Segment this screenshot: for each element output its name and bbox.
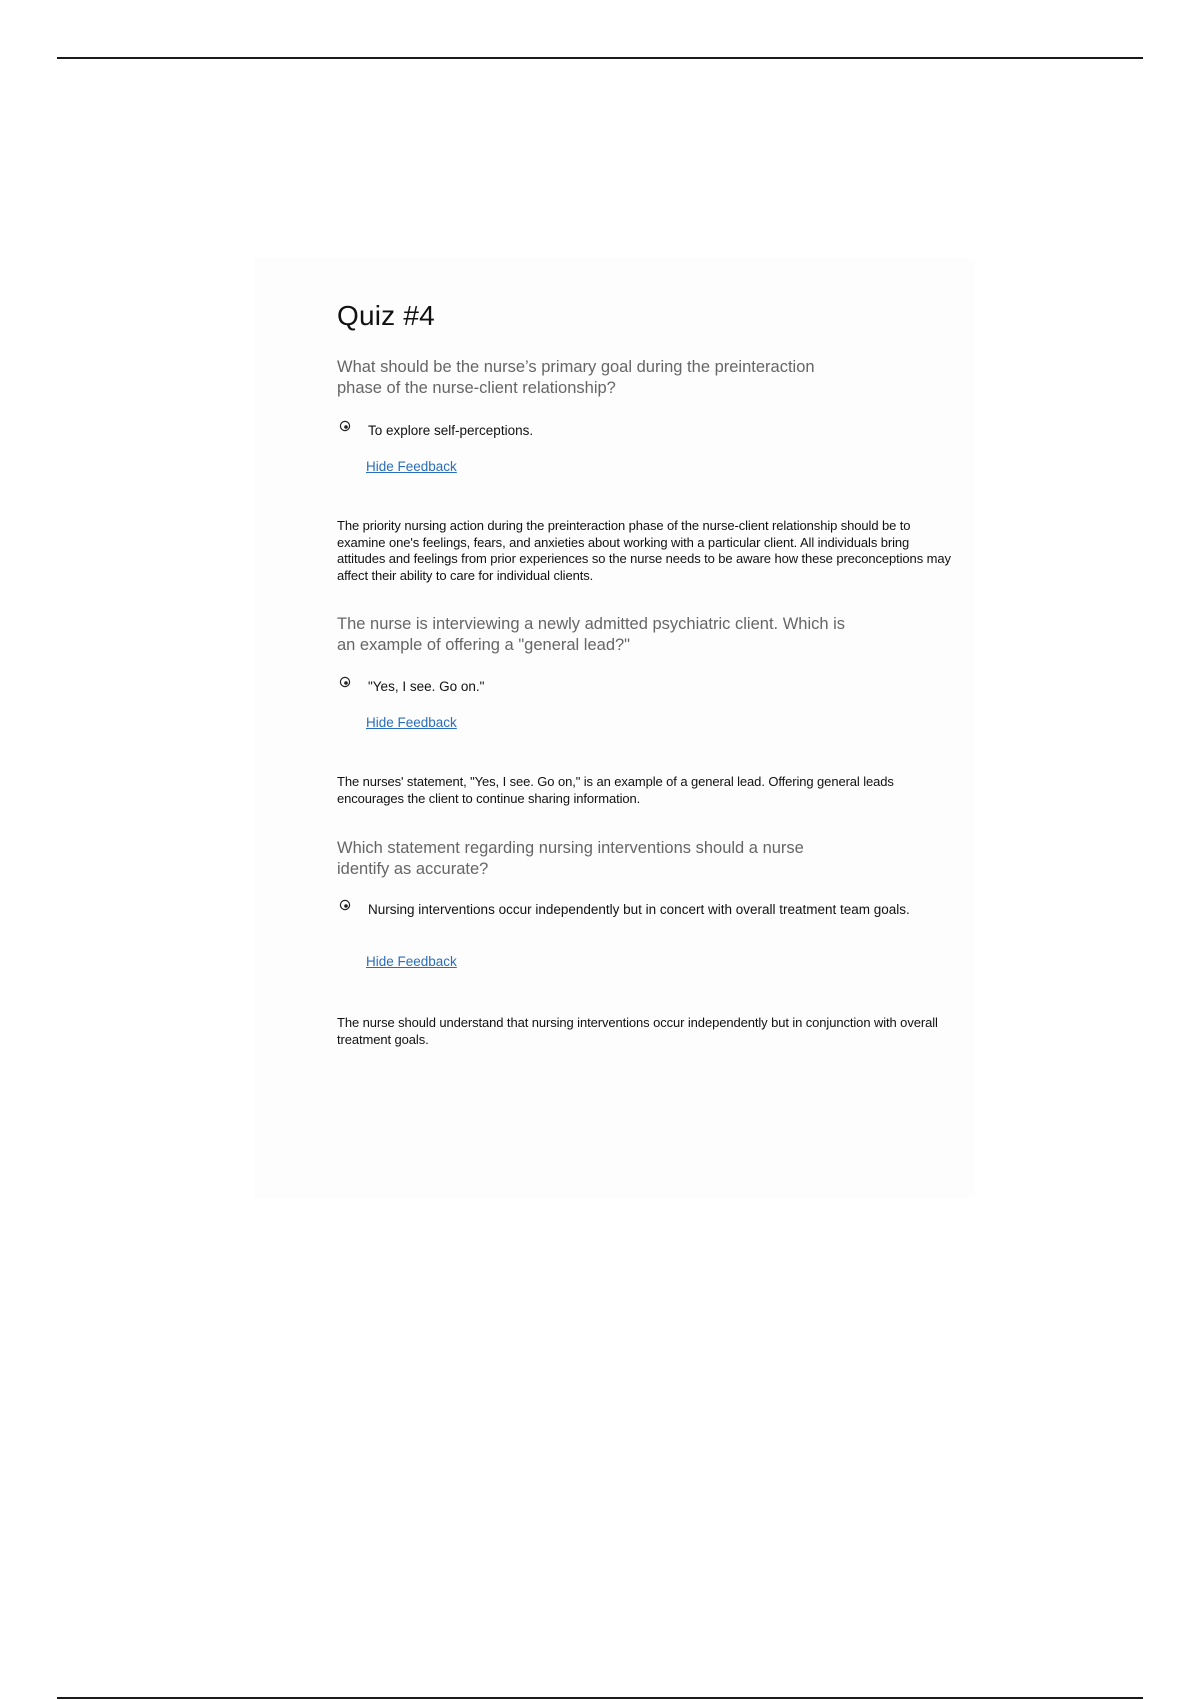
- question-1-explanation: The priority nursing action during the preinteraction phase of the nurse-client relationship should be to examine one's feelings, fears, and anxieties about working with a particular client. All individuals bring attitudes and feelings from prior experiences so the nurse needs to be aware how these preconceptions may affect their ability to care for individual clients.: [337, 518, 951, 583]
- question-3-answer-text: Nursing interventions occur independently but in concert with overall treatment team goals.: [368, 902, 910, 917]
- bottom-page-rule: [57, 1697, 1143, 1699]
- top-page-rule: [57, 57, 1143, 59]
- hide-feedback-link-1[interactable]: Hide Feedback: [366, 459, 457, 474]
- question-3-text: Which statement regarding nursing interventions should a nurse identify as accurate?: [337, 839, 804, 878]
- question-2-text: The nurse is interviewing a newly admitted psychiatric client. Which is an example of offering a "general lead?": [337, 615, 846, 654]
- question-1-answer-text: To explore self-perceptions.: [368, 423, 534, 438]
- quiz-card: [255, 258, 975, 1198]
- selected-answer-icon: [339, 676, 351, 688]
- selected-answer-icon: [339, 899, 351, 911]
- question-2-answer-text: "Yes, I see. Go on.": [368, 679, 485, 694]
- question-3-explanation: The nurse should understand that nursing interventions occur independently but in conjunction with overall treatment goals.: [337, 1015, 938, 1047]
- hide-feedback-link-3[interactable]: Hide Feedback: [366, 954, 457, 969]
- hide-feedback-link-2[interactable]: Hide Feedback: [366, 715, 457, 730]
- question-2-explanation: The nurses' statement, "Yes, I see. Go on," is an example of a general lead. Offering general leads encourages the client to continue sharing information.: [337, 774, 894, 806]
- selected-answer-icon: [339, 420, 351, 432]
- quiz-title: Quiz #4: [337, 300, 435, 331]
- question-1-text: What should be the nurse’s primary goal during the preinteraction phase of the nurse-client relationship?: [337, 358, 815, 397]
